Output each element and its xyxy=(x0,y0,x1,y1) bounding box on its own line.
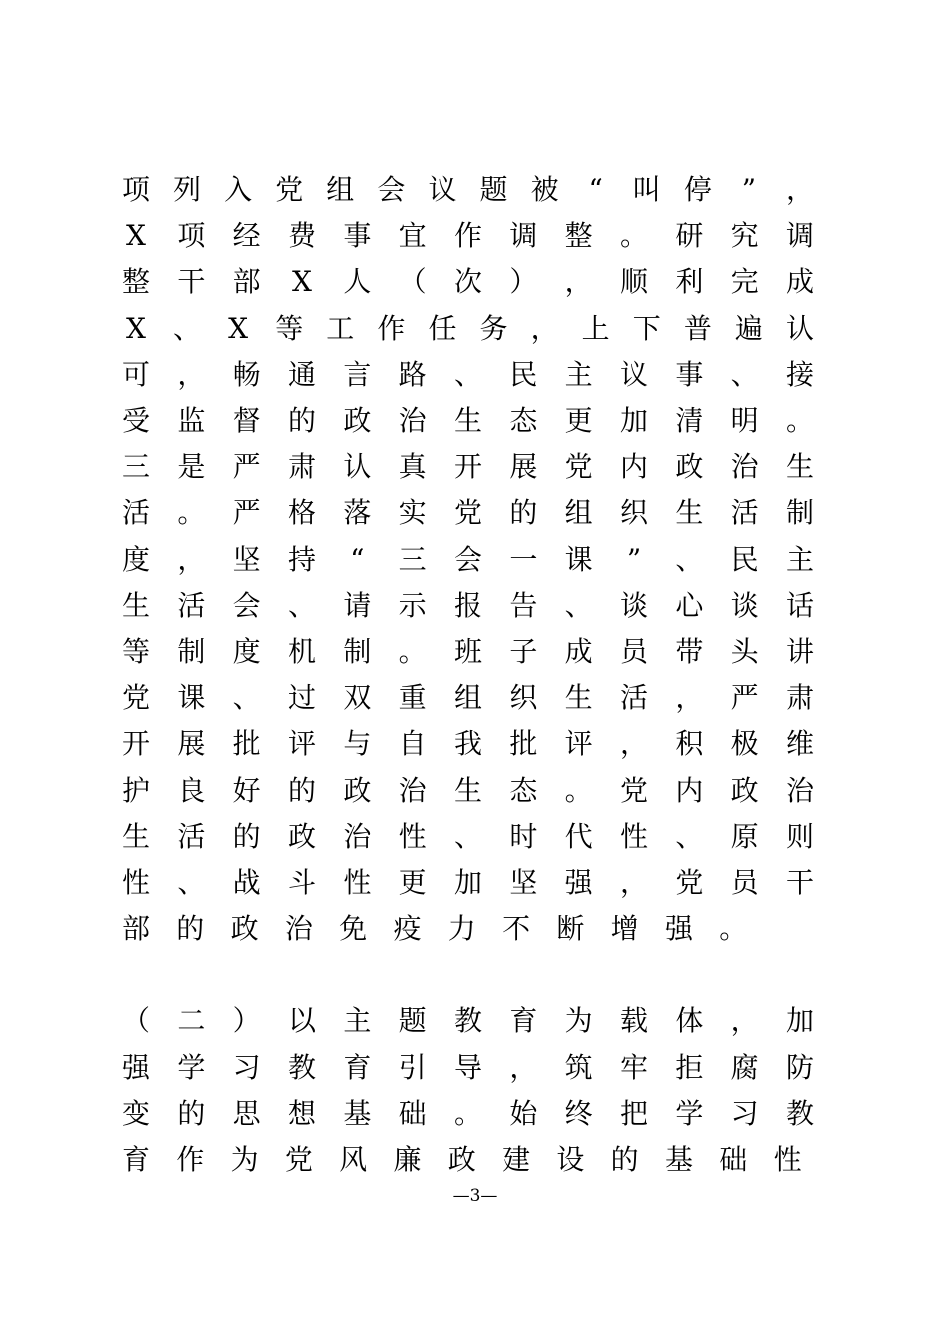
text-char: 度 xyxy=(121,542,150,576)
text-char: 坚 xyxy=(232,542,261,576)
text-char: 。 xyxy=(619,219,648,253)
text-char: 党 xyxy=(564,450,593,484)
text-char: 可 xyxy=(121,357,150,391)
text-char: 项 xyxy=(177,219,206,253)
text-char: 与 xyxy=(343,727,372,761)
text-char: 牢 xyxy=(619,1050,648,1084)
text-char: 廉 xyxy=(393,1143,422,1176)
text-char: 的 xyxy=(232,819,261,853)
text-char: ， xyxy=(675,681,704,715)
text-char: 活 xyxy=(619,681,648,715)
text-char: 政 xyxy=(230,912,259,946)
text-char: 持 xyxy=(287,542,316,576)
text-char: 治 xyxy=(730,450,759,484)
text-char: 过 xyxy=(287,681,316,715)
text-char: 、 xyxy=(675,819,704,853)
text-char: 载 xyxy=(619,1004,648,1038)
text-char: 民 xyxy=(730,542,759,576)
text-char: 体 xyxy=(675,1004,704,1038)
text-char: 强 xyxy=(564,866,593,899)
text-char: 原 xyxy=(730,819,759,853)
text-char: 党 xyxy=(284,1143,313,1176)
text-char: 列 xyxy=(173,173,202,206)
text-char: 话 xyxy=(785,588,814,622)
text-char: 设 xyxy=(556,1143,585,1176)
text-char: 请 xyxy=(343,588,372,622)
text-char: 通 xyxy=(287,357,316,391)
text-char: 批 xyxy=(509,727,538,761)
text-char: 性 xyxy=(619,819,648,853)
text-char: 接 xyxy=(785,357,814,391)
text-char: 制 xyxy=(177,635,206,668)
text-char: 生 xyxy=(564,681,593,715)
text-char: 展 xyxy=(509,450,538,484)
text-char: 部 xyxy=(232,265,261,299)
text-char: 疫 xyxy=(393,912,422,946)
text-char: 干 xyxy=(177,265,206,299)
text-char: 育 xyxy=(121,1143,150,1176)
text-char: 断 xyxy=(556,912,585,946)
text-char: 议 xyxy=(619,357,648,391)
text-char: 作 xyxy=(377,311,406,345)
text-char: 良 xyxy=(177,773,206,807)
text-char: （ xyxy=(121,1004,150,1038)
text-line xyxy=(0,768,950,814)
text-line xyxy=(0,537,950,583)
text-char: 终 xyxy=(564,1096,593,1130)
text-char: 、 xyxy=(675,542,704,576)
text-line xyxy=(0,444,950,490)
text-char: 题 xyxy=(479,173,508,206)
text-char: 主 xyxy=(343,1004,372,1038)
text-char: 告 xyxy=(509,588,538,622)
text-char: 、 xyxy=(177,866,206,899)
text-char: 内 xyxy=(675,773,704,807)
text-char: 是 xyxy=(177,450,206,484)
text-char: ， xyxy=(509,1050,538,1084)
page-number: —3— xyxy=(452,1186,498,1206)
text-char: 性 xyxy=(121,866,150,899)
text-char: 民 xyxy=(509,357,538,391)
text-char: 活 xyxy=(177,588,206,622)
text-char: 性 xyxy=(398,819,427,853)
text-char: 拒 xyxy=(675,1050,704,1084)
text-char: 政 xyxy=(343,404,372,437)
text-char: 治 xyxy=(284,912,313,946)
text-char: ， xyxy=(177,357,206,391)
text-char: ） xyxy=(232,1004,261,1038)
text-char: 教 xyxy=(287,1050,316,1084)
text-char: 党 xyxy=(121,681,150,715)
text-char: 重 xyxy=(398,681,427,715)
text-char: ” xyxy=(626,542,642,576)
text-char: 干 xyxy=(785,866,814,899)
text-char: 谈 xyxy=(619,588,648,622)
text-line xyxy=(0,213,950,259)
text-char: 。 xyxy=(453,1096,482,1130)
text-char: 心 xyxy=(675,588,704,622)
text-char: 态 xyxy=(509,404,538,437)
text-line xyxy=(0,906,950,952)
text-char: 主 xyxy=(564,357,593,391)
text-char: 为 xyxy=(230,1143,259,1176)
text-char: 坚 xyxy=(509,866,538,899)
text-char: ， xyxy=(619,727,648,761)
text-line xyxy=(0,675,950,721)
text-char: 教 xyxy=(453,1004,482,1038)
text-char: 落 xyxy=(343,496,372,530)
text-char: 。 xyxy=(564,773,593,807)
text-char: 。 xyxy=(785,404,814,437)
text-char: 的 xyxy=(177,1096,206,1130)
text-char: 报 xyxy=(453,588,482,622)
text-char: 整 xyxy=(564,219,593,253)
text-char: 织 xyxy=(619,496,648,530)
text-char: 双 xyxy=(343,681,372,715)
text-char: 代 xyxy=(564,819,593,853)
text-char: 治 xyxy=(343,819,372,853)
text-line xyxy=(0,629,950,675)
text-char: 积 xyxy=(675,727,704,761)
text-char: 路 xyxy=(398,357,427,391)
text-char: 严 xyxy=(730,681,759,715)
text-char: 免 xyxy=(339,912,368,946)
text-char: 的 xyxy=(287,404,316,437)
text-char: “ xyxy=(588,173,603,206)
text-char: 变 xyxy=(121,1096,150,1130)
text-char: 成 xyxy=(785,265,814,299)
text-char: 叫 xyxy=(632,173,661,206)
text-char: 加 xyxy=(619,404,648,437)
text-char: 党 xyxy=(453,496,482,530)
text-char: 筑 xyxy=(564,1050,593,1084)
text-char: 会 xyxy=(377,173,406,206)
text-char: 增 xyxy=(610,912,639,946)
text-char: 度 xyxy=(232,635,261,668)
text-char: 班 xyxy=(453,635,482,668)
text-char: 受 xyxy=(121,404,150,437)
text-char: ， xyxy=(530,311,559,345)
text-char: 三 xyxy=(398,542,427,576)
text-char: 讲 xyxy=(785,635,814,668)
text-line xyxy=(0,259,950,305)
text-char: 治 xyxy=(398,404,427,437)
text-char: 言 xyxy=(343,357,372,391)
text-char: ， xyxy=(619,866,648,899)
text-line xyxy=(0,1091,950,1137)
text-char: 学 xyxy=(675,1096,704,1130)
text-char: 宜 xyxy=(398,219,427,253)
text-char: 员 xyxy=(619,635,648,668)
text-char: 机 xyxy=(287,635,316,668)
text-char: 事 xyxy=(343,219,372,253)
text-char: 治 xyxy=(398,773,427,807)
text-char: 开 xyxy=(453,450,482,484)
text-char: 始 xyxy=(509,1096,538,1130)
text-char: 加 xyxy=(453,866,482,899)
text-char: 加 xyxy=(785,1004,814,1038)
text-char: 腐 xyxy=(730,1050,759,1084)
text-char: 为 xyxy=(564,1004,593,1038)
text-char: 、 xyxy=(453,357,482,391)
text-char: 调 xyxy=(509,219,538,253)
text-char: 组 xyxy=(564,496,593,530)
text-char: 好 xyxy=(232,773,261,807)
text-char: 入 xyxy=(224,173,253,206)
text-char: 会 xyxy=(453,542,482,576)
text-char: 严 xyxy=(232,496,261,530)
text-char: 停 xyxy=(683,173,712,206)
text-char: 力 xyxy=(447,912,476,946)
text-char: 维 xyxy=(785,727,814,761)
text-char: 完 xyxy=(730,265,759,299)
text-char: 以 xyxy=(287,1004,316,1038)
text-char: X xyxy=(126,311,146,345)
text-char: 基 xyxy=(343,1096,372,1130)
text-char: 我 xyxy=(453,727,482,761)
text-char: 经 xyxy=(232,219,261,253)
text-char: 顺 xyxy=(619,265,648,299)
text-char: 党 xyxy=(675,866,704,899)
text-char: 整 xyxy=(121,265,150,299)
text-char: 。 xyxy=(177,496,206,530)
text-char: 、 xyxy=(453,819,482,853)
text-char: 活 xyxy=(121,496,150,530)
text-line xyxy=(0,352,950,398)
text-char: 究 xyxy=(730,219,759,253)
text-char: 织 xyxy=(509,681,538,715)
text-char: 课 xyxy=(177,681,206,715)
text-char: 育 xyxy=(343,1050,372,1084)
text-char: 党 xyxy=(275,173,304,206)
text-char: 三 xyxy=(121,450,150,484)
text-char: 格 xyxy=(287,496,316,530)
text-char: 内 xyxy=(619,450,648,484)
text-char: 思 xyxy=(232,1096,261,1130)
text-char: 础 xyxy=(719,1143,748,1176)
text-char: 真 xyxy=(398,450,427,484)
text-char: 治 xyxy=(785,773,814,807)
text-line xyxy=(0,583,950,629)
text-char: 把 xyxy=(619,1096,648,1130)
text-char: 的 xyxy=(509,496,538,530)
text-char: X xyxy=(228,311,249,345)
text-char: 想 xyxy=(287,1096,316,1130)
text-char: 作 xyxy=(176,1143,205,1176)
text-char: 严 xyxy=(232,450,261,484)
text-char: 等 xyxy=(275,311,304,345)
text-char: 制 xyxy=(343,635,372,668)
text-char: 学 xyxy=(177,1050,206,1084)
text-char: 务 xyxy=(479,311,508,345)
text-char: 事 xyxy=(675,357,704,391)
text-char: X xyxy=(126,219,146,253)
text-char: 风 xyxy=(339,1143,368,1176)
text-char: 更 xyxy=(398,866,427,899)
text-char: 、 xyxy=(287,588,316,622)
text-char: 实 xyxy=(398,496,427,530)
text-char: 的 xyxy=(610,1143,639,1176)
text-char: （ xyxy=(398,265,427,299)
text-char: 政 xyxy=(343,773,372,807)
text-char: 清 xyxy=(675,404,704,437)
text-char: 费 xyxy=(287,219,316,253)
text-char: 上 xyxy=(581,311,610,345)
text-char: 、 xyxy=(564,588,593,622)
text-char: 项 xyxy=(121,173,150,206)
text-char: 强 xyxy=(664,912,693,946)
text-char: 生 xyxy=(121,588,150,622)
text-char: 人 xyxy=(343,265,372,299)
text-char: 被 xyxy=(530,173,559,206)
text-char: 性 xyxy=(773,1143,802,1176)
text-char: 课 xyxy=(564,542,593,576)
text-char: 政 xyxy=(287,819,316,853)
text-char: 自 xyxy=(398,727,427,761)
text-char: 生 xyxy=(785,450,814,484)
text-char: 战 xyxy=(232,866,261,899)
text-line xyxy=(0,1137,950,1183)
text-char: 的 xyxy=(176,912,205,946)
text-char: 建 xyxy=(502,1143,531,1176)
text-char: “ xyxy=(350,542,365,576)
text-char: 会 xyxy=(232,588,261,622)
text-line xyxy=(0,167,950,213)
text-line xyxy=(0,860,950,906)
text-char: 极 xyxy=(730,727,759,761)
text-char: 生 xyxy=(675,496,704,530)
text-char: 二 xyxy=(177,1004,206,1038)
text-line xyxy=(0,721,950,767)
text-char: 习 xyxy=(730,1096,759,1130)
text-char: ） xyxy=(509,265,538,299)
text-char: 主 xyxy=(785,542,814,576)
text-char: 、 xyxy=(173,311,202,345)
text-char: 时 xyxy=(509,819,538,853)
text-char: 制 xyxy=(785,496,814,530)
text-char: 党 xyxy=(619,773,648,807)
text-char: 更 xyxy=(564,404,593,437)
text-char: 遍 xyxy=(734,311,763,345)
text-char: 监 xyxy=(177,404,206,437)
text-char: 普 xyxy=(683,311,712,345)
text-char: 生 xyxy=(121,819,150,853)
text-line xyxy=(0,814,950,860)
text-char: 引 xyxy=(398,1050,427,1084)
text-char: 组 xyxy=(326,173,355,206)
text-char: 肃 xyxy=(785,681,814,715)
text-char: 任 xyxy=(428,311,457,345)
text-char: 头 xyxy=(730,635,759,668)
text-char: 开 xyxy=(121,727,150,761)
text-char: 督 xyxy=(232,404,261,437)
text-char: 下 xyxy=(632,311,661,345)
text-char: 态 xyxy=(509,773,538,807)
text-char: 认 xyxy=(343,450,372,484)
text-char: 研 xyxy=(675,219,704,253)
text-line xyxy=(0,490,950,536)
text-char: 示 xyxy=(398,588,427,622)
text-char: 性 xyxy=(343,866,372,899)
text-char: 导 xyxy=(453,1050,482,1084)
text-line xyxy=(0,306,950,352)
text-char: 工 xyxy=(326,311,355,345)
text-char: 防 xyxy=(785,1050,814,1084)
text-char: 强 xyxy=(121,1050,150,1084)
text-char: 成 xyxy=(564,635,593,668)
text-char: 。 xyxy=(398,635,427,668)
text-char: 等 xyxy=(121,635,150,668)
text-char: 不 xyxy=(502,912,531,946)
text-char: X xyxy=(292,265,312,299)
text-line xyxy=(0,1045,950,1091)
text-char: ” xyxy=(741,173,757,206)
text-char: 、 xyxy=(730,357,759,391)
text-char: 教 xyxy=(785,1096,814,1130)
text-char: 认 xyxy=(785,311,814,345)
text-char: 、 xyxy=(232,681,261,715)
text-char: 组 xyxy=(453,681,482,715)
text-char: 政 xyxy=(730,773,759,807)
text-char: ， xyxy=(730,1004,759,1038)
text-char: 员 xyxy=(730,866,759,899)
text-char: 育 xyxy=(509,1004,538,1038)
text-char: 肃 xyxy=(287,450,316,484)
text-char: 带 xyxy=(675,635,704,668)
text-char: 斗 xyxy=(287,866,316,899)
text-char: 生 xyxy=(453,773,482,807)
text-char: 。 xyxy=(719,912,748,946)
text-char: 议 xyxy=(428,173,457,206)
text-char: ， xyxy=(785,173,814,206)
text-char: 活 xyxy=(730,496,759,530)
text-char: 批 xyxy=(232,727,261,761)
text-char: 基 xyxy=(664,1143,693,1176)
text-char: 调 xyxy=(785,219,814,253)
text-char: 评 xyxy=(287,727,316,761)
text-char: 一 xyxy=(509,542,538,576)
text-char: 活 xyxy=(177,819,206,853)
text-char: ， xyxy=(564,265,593,299)
text-char: 部 xyxy=(121,912,150,946)
text-char: 次 xyxy=(453,265,482,299)
text-char: ， xyxy=(177,542,206,576)
text-char: 利 xyxy=(675,265,704,299)
text-char: 明 xyxy=(730,404,759,437)
text-char: 展 xyxy=(177,727,206,761)
text-char: 畅 xyxy=(232,357,261,391)
text-char: 生 xyxy=(453,404,482,437)
text-char: 的 xyxy=(287,773,316,807)
text-line xyxy=(0,398,950,444)
text-char: 评 xyxy=(564,727,593,761)
text-char: 作 xyxy=(453,219,482,253)
text-char: 政 xyxy=(675,450,704,484)
text-char: 础 xyxy=(398,1096,427,1130)
text-char: 题 xyxy=(398,1004,427,1038)
text-char: 政 xyxy=(447,1143,476,1176)
text-char: 谈 xyxy=(730,588,759,622)
text-char: 习 xyxy=(232,1050,261,1084)
text-char: 子 xyxy=(509,635,538,668)
text-line xyxy=(0,998,950,1044)
text-char: 护 xyxy=(121,773,150,807)
text-char: 则 xyxy=(785,819,814,853)
